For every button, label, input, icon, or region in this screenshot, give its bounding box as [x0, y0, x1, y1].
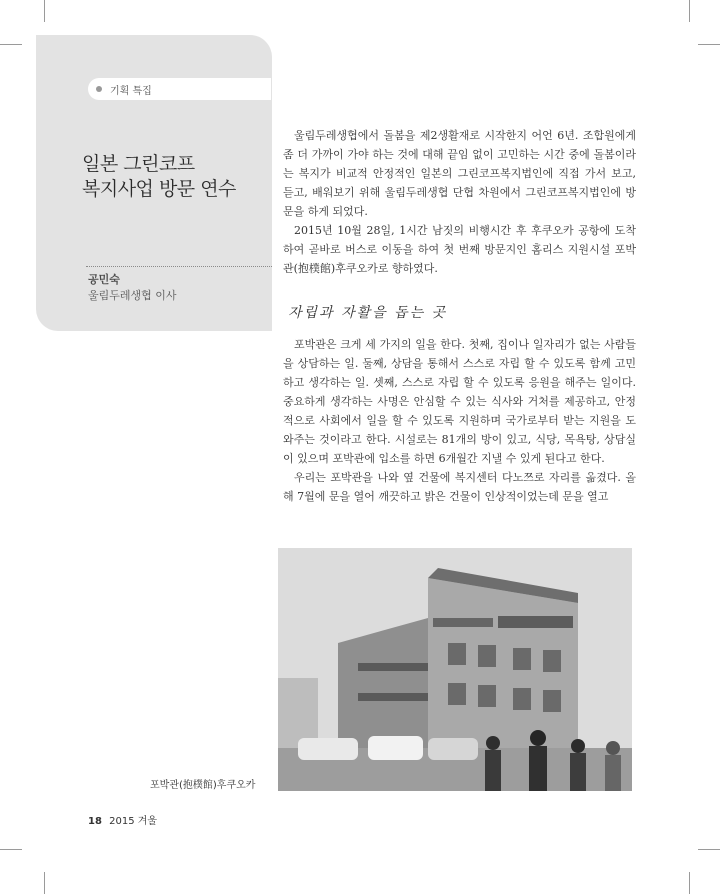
- article-body-section: [283, 335, 636, 506]
- crop-mark: [44, 872, 45, 894]
- crop-mark: [689, 872, 690, 894]
- crop-mark: [44, 0, 45, 22]
- page-number: 18: [88, 816, 102, 827]
- crop-mark: [698, 44, 720, 45]
- divider: [86, 266, 272, 267]
- building-photo-illustration: [278, 548, 632, 791]
- section-tag-label: 기획 특집: [110, 86, 152, 97]
- author-block: [88, 272, 177, 304]
- page-footer: [88, 812, 157, 827]
- paragraph: 우리는 포박관을 나와 옆 건물에 복지센터 다노쯔로 자리를 옮겼다. 올해 7월에 문을 열어 깨끗하고 밝은 건물이 인상적이었는데 문을 열고: [283, 471, 636, 503]
- building-photo: [278, 548, 632, 791]
- paragraph: 포박관은 크게 세 가지의 일을 한다. 첫째, 집이나 일자리가 없는 사람들을 상담하는 일. 둘째, 상담을 통해서 스스로 자립 할 수 있도록 함께 고민하고 생각하는 일. 셋째, 스스로 자립 할 수 있도록 응원을 해주는 일이다. 중요하게 생각하는 사명은 안심할 수 있는 식사와 거처를 제공하고, 안정적으로 사회에서 일을 할 수 있도록 지원하며 국가로부터 받는 지원을 도와주는 것이라고 한다. 시설로는 81개의 방이 있고, 식당, 목욕탕, 상담실이 있으며 포박관에 입소를 하면 6개월간 지낼 수 있게 된다고 한다.: [283, 338, 636, 465]
- article-title-line: 일본 그린코프: [82, 153, 195, 175]
- author-name: 공민숙: [88, 273, 120, 286]
- author-role: 울림두레생협 이사: [88, 289, 177, 302]
- article-body-intro: [283, 126, 636, 278]
- article-title: [82, 152, 268, 202]
- section-heading: 자립과 자활을 돕는 곳: [288, 305, 448, 321]
- article-title-line: 복지사업 방문 연수: [82, 178, 236, 200]
- issue-label: 2015 겨울: [109, 816, 158, 827]
- paragraph: 2015년 10월 28일, 1시간 남짓의 비행시간 후 후쿠오카 공항에 도착하여 곧바로 버스로 이동을 하여 첫 번째 방문지인 홈리스 지원시설 포박관(抱樸館)후쿠오카로 향하였다.: [283, 224, 636, 275]
- crop-mark: [0, 44, 22, 45]
- crop-mark: [0, 849, 22, 850]
- bullet-icon: [96, 86, 102, 92]
- photo-caption: 포박관(抱樸館)후쿠오카: [150, 780, 256, 791]
- crop-mark: [698, 849, 720, 850]
- paragraph: 울림두레생협에서 돌봄을 제2생활재로 시작한지 어언 6년. 조합원에게 좀 더 가까이 가야 하는 것에 대해 끝임 없이 고민하는 시간 중에 돌봄이라는 복지가 비교적 안정적인 일본의 그린코프복지법인에 직접 가서 보고, 듣고, 배워보기 위해 울림두레생협 단협 차원에서 그린코프복지법인에 방문을 하게 되었다.: [283, 129, 636, 218]
- crop-mark: [689, 0, 690, 22]
- section-tag: [88, 78, 271, 100]
